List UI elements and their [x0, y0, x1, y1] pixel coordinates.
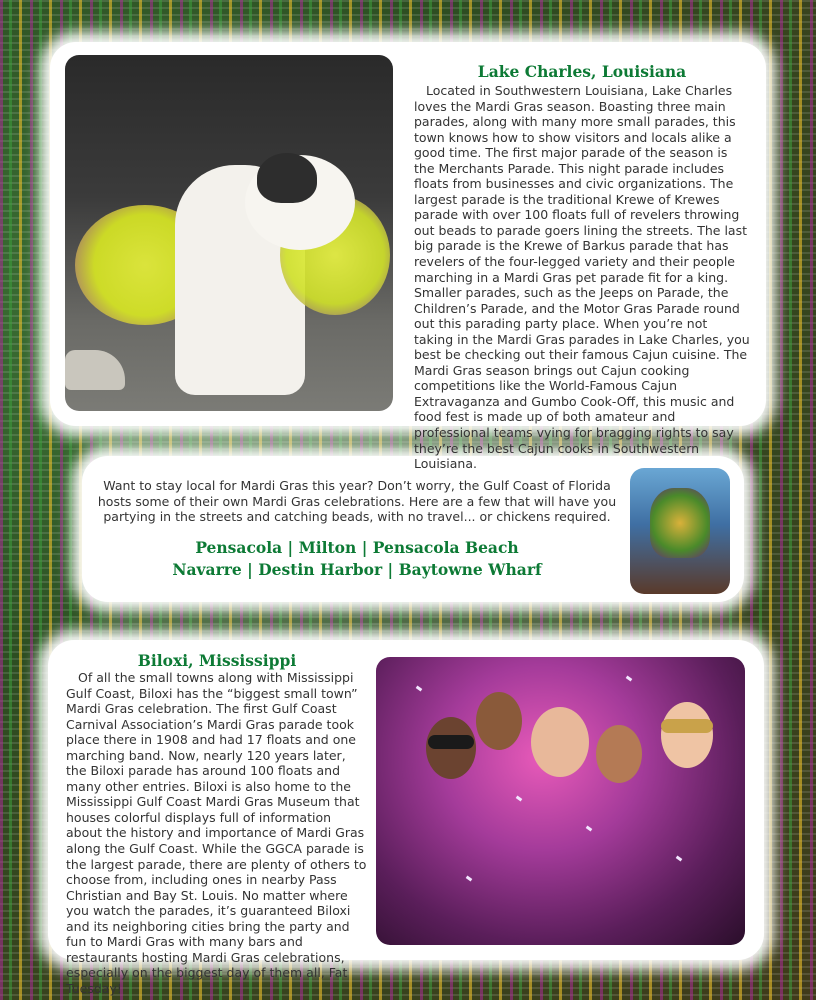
biloxi-title: Biloxi, Mississippi: [137, 651, 297, 670]
sneaker: [65, 350, 125, 390]
mardi-gras-float-photo: [630, 468, 730, 594]
gulf-coast-intro: Want to stay local for Mardi Gras this year? Don’t worry, the Gulf Coast of Florida hosts some of their own Mardi Gras celebrations. Here are a few that will have you partying in the streets and catching beads, with no travel... or chickens required.: [97, 478, 617, 524]
confetti: [676, 856, 683, 862]
confetti: [516, 796, 523, 802]
partygoer-face: [476, 692, 522, 750]
lake-charles-title: Lake Charles, Louisiana: [477, 62, 687, 81]
gulf-coast-towns-line-2: Navarre | Destin Harbor | Baytowne Wharf: [172, 560, 542, 579]
dog-ear: [257, 153, 317, 203]
partygoer-face: [661, 702, 713, 768]
dog-in-tutu-photo: [65, 55, 393, 411]
masquerade-mask: [428, 735, 474, 749]
confetti: [586, 826, 593, 832]
gulf-coast-towns-line-1: Pensacola | Milton | Pensacola Beach: [195, 538, 519, 557]
partygoer-face: [596, 725, 642, 783]
confetti: [466, 876, 473, 882]
biloxi-body: Of all the small towns along with Mississippi Gulf Coast, Biloxi has the “biggest small town” Mardi Gras celebration. The first Gulf Coast Carnival Association’s Mardi Gras parade took place there in 1908 and had 17 floats and one marching band. Now, nearly 120 years later, the Biloxi parade has around 100 floats and many other entries. Biloxi is also home to the Mississippi Gulf Coast Mardi Gras Museum that houses colorful displays full of information about the history and importance of Mardi Gras along the Gulf Coast. While the GGCA parade is the largest parade, there are plenty of others to choose from, including ones in nearby Pass Christian and Bay St. Louis. No matter where you watch the parades, it’s guaranteed Biloxi and its neighboring cities bring the party and fun to Mardi Gras with many bars and restaurants hosting Mardi Gras celebrations, especially on the biggest day of them all, Fat Tuesday!: [66, 670, 367, 996]
float-mask-figure: [650, 488, 710, 558]
partygoer-face: [531, 707, 589, 777]
lake-charles-body: Located in Southwestern Louisiana, Lake Charles loves the Mardi Gras season. Boasting three main parades, along with many more small parades, this town knows how to show visitors and locals alike a good time. The first major parade of the season is the Merchants Parade. This night parade includes floats from businesses and civic organizations. The largest parade is the traditional Krewe of Krewes parade with over 100 floats full of revelers throwing out beads to parade goers lining the streets. The last big parade is the Krewe of Barkus parade that has revelers of the four-legged variety and their people marching in a Mardi Gras pet parade fit for a king. Smaller parades, such as the Jeeps on Parade, the Children’s Parade, and the Motor Gras Parade round out this parading party place. When you’re not taking in the Mardi Gras parades in Lake Charles, you best be checking out their famous Cajun cuisine. The Mardi Gras season brings out Cajun cooking competitions like the World-Famous Cajun Extravaganza and Gumbo Cook-Off, this music and food fest is made up of both amateur and professional teams vying for bragging rights to say they’re the best Cajun cooks in Southwestern Louisiana.: [414, 83, 750, 472]
confetti: [626, 676, 633, 682]
confetti: [416, 686, 423, 692]
masquerade-mask: [661, 719, 713, 733]
party-group-photo: [376, 657, 745, 945]
